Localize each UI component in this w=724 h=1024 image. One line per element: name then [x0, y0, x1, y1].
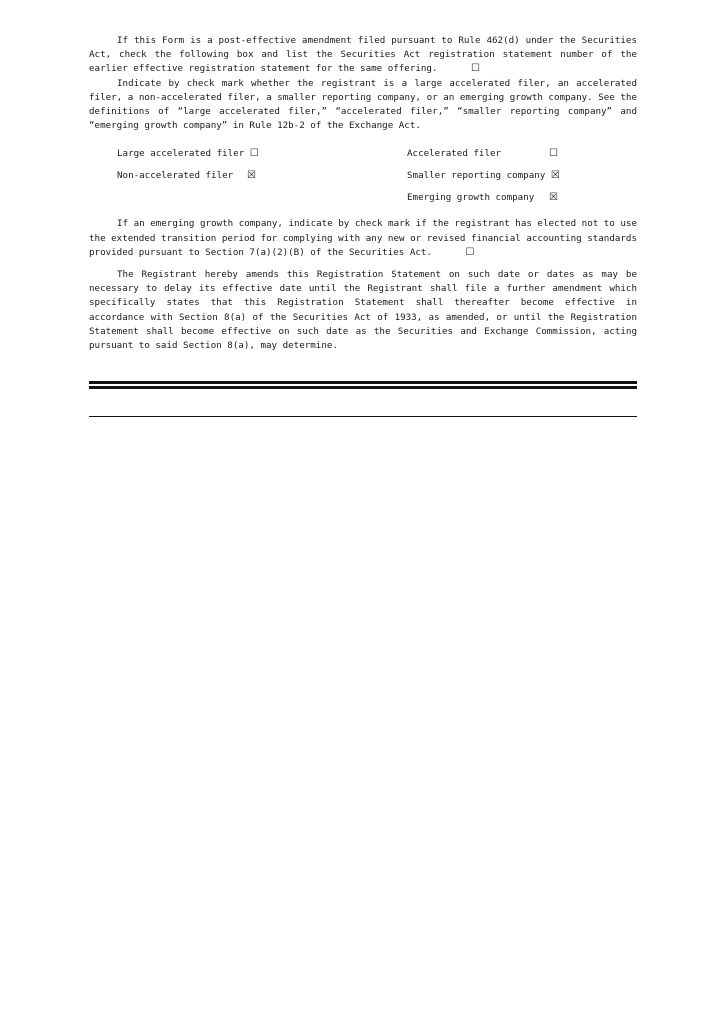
- non-accelerated-filer-box-wrap: [247, 169, 256, 183]
- filer-checkbox-grid: [89, 147, 637, 211]
- section-divider-thin: [89, 416, 637, 417]
- smaller-reporting-company-option[interactable]: [407, 169, 560, 183]
- emerging-growth-company-label: Emerging growth company: [407, 192, 535, 204]
- delaying-amendment-paragraph: The Registrant hereby amends this Registration Statement on such date or dates as may be necessary to delay its effective date until the Registrant shall file a further amendment which specifically states that this Registration Statement shall thereafter become effective in accordance with Section 8(a) of the Securities Act of 1933, as amended, or until the Registration Statement shall become effective on such date as the Securities and Exchange Commission, acting pursuant to said Section 8(a), may determine.: [89, 269, 637, 352]
- non-accelerated-filer-option[interactable]: [117, 169, 233, 183]
- emerging-growth-company-option[interactable]: [407, 191, 534, 205]
- smaller-reporting-company-label: Smaller reporting company: [407, 170, 546, 182]
- post-effective-paragraph: [89, 34, 637, 77]
- egc-transition-checkbox[interactable]: ☐: [465, 246, 475, 258]
- document-body: [89, 34, 637, 353]
- large-accelerated-filer-checkbox[interactable]: ☐: [249, 148, 259, 160]
- post-effective-checkbox[interactable]: ☐: [471, 63, 480, 75]
- large-accelerated-filer-option[interactable]: [117, 147, 259, 161]
- emerging-growth-company-box-wrap: [549, 191, 558, 205]
- accelerated-filer-box-wrap: [549, 147, 558, 161]
- non-accelerated-filer-label: Non-accelerated filer: [117, 170, 234, 182]
- egc-transition-text: If an emerging growth company, indicate by check mark if the registrant has elected not to use the extended transition period for complying with any new or revised financial accounting standards provided pursuant to Section 7(a)(2)(B) of the Securities Act.: [89, 218, 637, 258]
- egc-transition-paragraph: [89, 217, 637, 260]
- accelerated-filer-label: Accelerated filer: [407, 148, 502, 160]
- filer-status-paragraph: Indicate by check mark whether the registrant is a large accelerated filer, an accelerated filer, a non-accelerated filer, a smaller reporting company, or an emerging growth company. See the definitions of “large accelerated filer,” “accelerated filer,” “smaller reporting company” and “emerging growth company” in Rule 12b-2 of the Exchange Act.: [89, 77, 637, 132]
- section-divider-thick-bottom: [89, 386, 637, 389]
- large-accelerated-filer-label: Large accelerated filer: [117, 148, 245, 160]
- accelerated-filer-option[interactable]: [407, 147, 501, 161]
- section-divider-thick-top: [89, 381, 637, 384]
- smaller-reporting-company-checkbox[interactable]: ☒: [550, 170, 560, 182]
- emerging-growth-company-checkbox[interactable]: ☒: [549, 192, 558, 204]
- non-accelerated-filer-checkbox[interactable]: ☒: [247, 170, 256, 182]
- accelerated-filer-checkbox[interactable]: ☐: [549, 148, 558, 160]
- post-effective-text: If this Form is a post-effective amendment filed pursuant to Rule 462(d) under the Securities Act, check the following box and list the Securities Act registration statement number of the earlier effective registration statement for the same offering.: [89, 35, 637, 75]
